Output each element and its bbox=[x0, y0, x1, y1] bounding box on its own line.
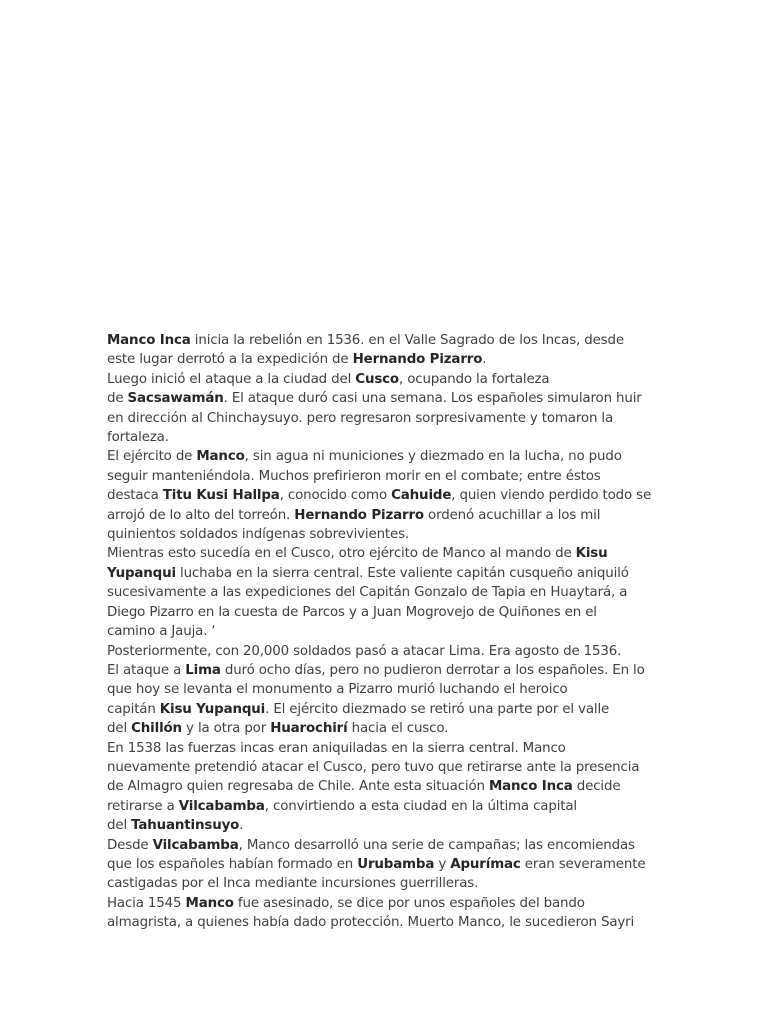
bold-term: Hernando Pizarro bbox=[352, 352, 483, 368]
text-segment: fortaleza. bbox=[107, 430, 169, 446]
text-segment: que hoy se levanta el monumento a Pizarro murió luchando el heroico bbox=[107, 682, 568, 698]
text-segment: castigadas por el Inca mediante incursiones guerrilleras. bbox=[107, 876, 479, 892]
text-line bbox=[107, 583, 667, 602]
text-line bbox=[107, 331, 667, 350]
text-segment: Mientras esto sucedía en el Cusco, otro ejército de Manco al mando de bbox=[107, 546, 576, 562]
text-segment: En 1538 las fuerzas incas eran aniquiladas en la sierra central. Manco bbox=[107, 740, 566, 756]
text-line bbox=[107, 777, 667, 796]
text-line bbox=[107, 661, 667, 680]
text-segment: El ejército de bbox=[107, 449, 197, 465]
text-segment: y la otra por bbox=[181, 721, 271, 737]
text-segment: . El ataque duró casi una semana. Los españoles simularon huir bbox=[223, 391, 642, 407]
text-segment: camino a Jauja. ‘ bbox=[107, 624, 216, 640]
bold-term: Kisu Yupanqui bbox=[159, 701, 266, 717]
text-segment: luchaba en la sierra central. Este valiente capitán cusqueño aniquiló bbox=[175, 565, 629, 581]
text-line bbox=[107, 409, 667, 428]
text-segment: almagrista, a quienes había dado protección. Muerto Manco, le sucedieron Sayri bbox=[107, 915, 635, 931]
text-segment: este lugar derrotó a la expedición de bbox=[107, 352, 353, 368]
bold-term: Cahuide bbox=[391, 488, 452, 504]
bold-term: Cusco bbox=[355, 371, 399, 387]
text-segment: duró ocho días, pero no pudieron derrotar a los españoles. En lo bbox=[220, 662, 645, 678]
text-segment: Diego Pizarro en la cuesta de Parcos y a Juan Mogrovejo de Quiñones en el bbox=[107, 604, 597, 620]
text-segment: . El ejército diezmado se retiró una parte por el valle bbox=[265, 701, 610, 717]
bold-term: Manco Inca bbox=[488, 779, 573, 795]
bold-term: Sacsawamán bbox=[127, 391, 224, 407]
text-line bbox=[107, 874, 667, 893]
text-segment: decide bbox=[572, 779, 621, 795]
text-segment: Posteriormente, con 20,000 soldados pasó a atacar Lima. Era agosto de 1536. bbox=[107, 643, 622, 659]
text-segment: Hacia 1545 bbox=[107, 895, 186, 911]
text-segment: . bbox=[239, 818, 244, 834]
text-segment: . bbox=[482, 352, 487, 368]
bold-term: Apurímac bbox=[450, 856, 521, 872]
document-body-text bbox=[107, 331, 667, 933]
text-segment: y bbox=[434, 856, 451, 872]
bold-term: Vilcabamba bbox=[152, 837, 239, 853]
text-line bbox=[107, 700, 667, 719]
text-segment: destaca bbox=[107, 488, 163, 504]
bold-term: Kisu bbox=[575, 546, 608, 562]
text-segment: , sin agua ni municiones y diezmado en la lucha, no pudo bbox=[244, 449, 622, 465]
bold-term: Titu Kusi Hallpa bbox=[162, 488, 280, 504]
text-segment: retirarse a bbox=[107, 798, 179, 814]
text-segment: , ocupando la fortaleza bbox=[398, 371, 550, 387]
bold-term: Tahuantinsuyo bbox=[131, 818, 240, 834]
text-line bbox=[107, 913, 667, 932]
text-line bbox=[107, 447, 667, 466]
bold-term: Chillón bbox=[131, 721, 182, 737]
text-segment: hacia el cusco. bbox=[347, 721, 449, 737]
text-segment: sucesivamente a las expediciones del Capitán Gonzalo de Tapia en Huaytará, a bbox=[107, 585, 628, 601]
text-line bbox=[107, 719, 667, 738]
text-segment: capitán bbox=[107, 701, 160, 717]
text-line bbox=[107, 544, 667, 563]
text-line bbox=[107, 894, 667, 913]
text-segment: del bbox=[107, 818, 132, 834]
text-segment: , quien viendo perdido todo se bbox=[451, 488, 652, 504]
text-segment: El ataque a bbox=[107, 662, 186, 678]
bold-term: Vilcabamba bbox=[178, 798, 265, 814]
bold-term: Manco bbox=[185, 895, 234, 911]
text-segment: eran severamente bbox=[520, 856, 646, 872]
text-segment: de Almagro quien regresaba de Chile. Ante esta situación bbox=[107, 779, 489, 795]
bold-term: Manco Inca bbox=[107, 333, 191, 348]
bold-term: Lima bbox=[185, 662, 221, 678]
text-segment: fue asesinado, se dice por unos españoles del bando bbox=[233, 895, 585, 911]
text-line bbox=[107, 855, 667, 874]
text-segment: , convirtiendo a esta ciudad en la última capital bbox=[264, 798, 577, 814]
text-line bbox=[107, 797, 667, 816]
text-segment: del bbox=[107, 721, 132, 737]
text-segment: quinientos soldados indígenas sobrevivientes. bbox=[107, 527, 410, 543]
text-line bbox=[107, 836, 667, 855]
text-segment: arrojó de lo alto del torreón. bbox=[107, 507, 295, 523]
text-segment: , Manco desarrolló una serie de campañas; las encomiendas bbox=[238, 837, 635, 853]
text-segment: seguir manteniéndola. Muchos prefirieron morir en el combate; entre éstos bbox=[107, 468, 601, 484]
text-segment: Luego inició el ataque a la ciudad del bbox=[107, 371, 356, 387]
text-line bbox=[107, 739, 667, 758]
text-line bbox=[107, 603, 667, 622]
document-page bbox=[107, 331, 667, 933]
text-line bbox=[107, 486, 667, 505]
bold-term: Urubamba bbox=[357, 856, 435, 872]
text-line bbox=[107, 622, 667, 641]
text-line bbox=[107, 525, 667, 544]
text-line bbox=[107, 370, 667, 389]
bold-term: Yupanqui bbox=[107, 565, 176, 581]
text-line bbox=[107, 389, 667, 408]
text-segment: inicia la rebelión en 1536. en el Valle Sagrado de los Incas, desde bbox=[190, 333, 624, 348]
text-line bbox=[107, 428, 667, 447]
text-segment: de bbox=[107, 391, 128, 407]
text-line bbox=[107, 642, 667, 661]
text-line bbox=[107, 506, 667, 525]
text-segment: en dirección al Chinchaysuyo. pero regresaron sorpresivamente y tomaron la bbox=[107, 410, 614, 426]
text-segment: nuevamente pretendió atacar el Cusco, pero tuvo que retirarse ante la presencia bbox=[107, 759, 640, 775]
text-line bbox=[107, 350, 667, 369]
text-segment: ordenó acuchillar a los mil bbox=[423, 507, 601, 523]
text-segment: Desde bbox=[107, 837, 153, 853]
text-segment: , conocido como bbox=[279, 488, 392, 504]
text-line bbox=[107, 816, 667, 835]
text-line bbox=[107, 564, 667, 583]
text-line bbox=[107, 680, 667, 699]
text-segment: que los españoles habían formado en bbox=[107, 856, 358, 872]
text-line bbox=[107, 758, 667, 777]
bold-term: Hernando Pizarro bbox=[294, 507, 424, 523]
bold-term: Manco bbox=[196, 449, 245, 465]
bold-term: Huarochirí bbox=[270, 721, 348, 737]
text-line bbox=[107, 467, 667, 486]
